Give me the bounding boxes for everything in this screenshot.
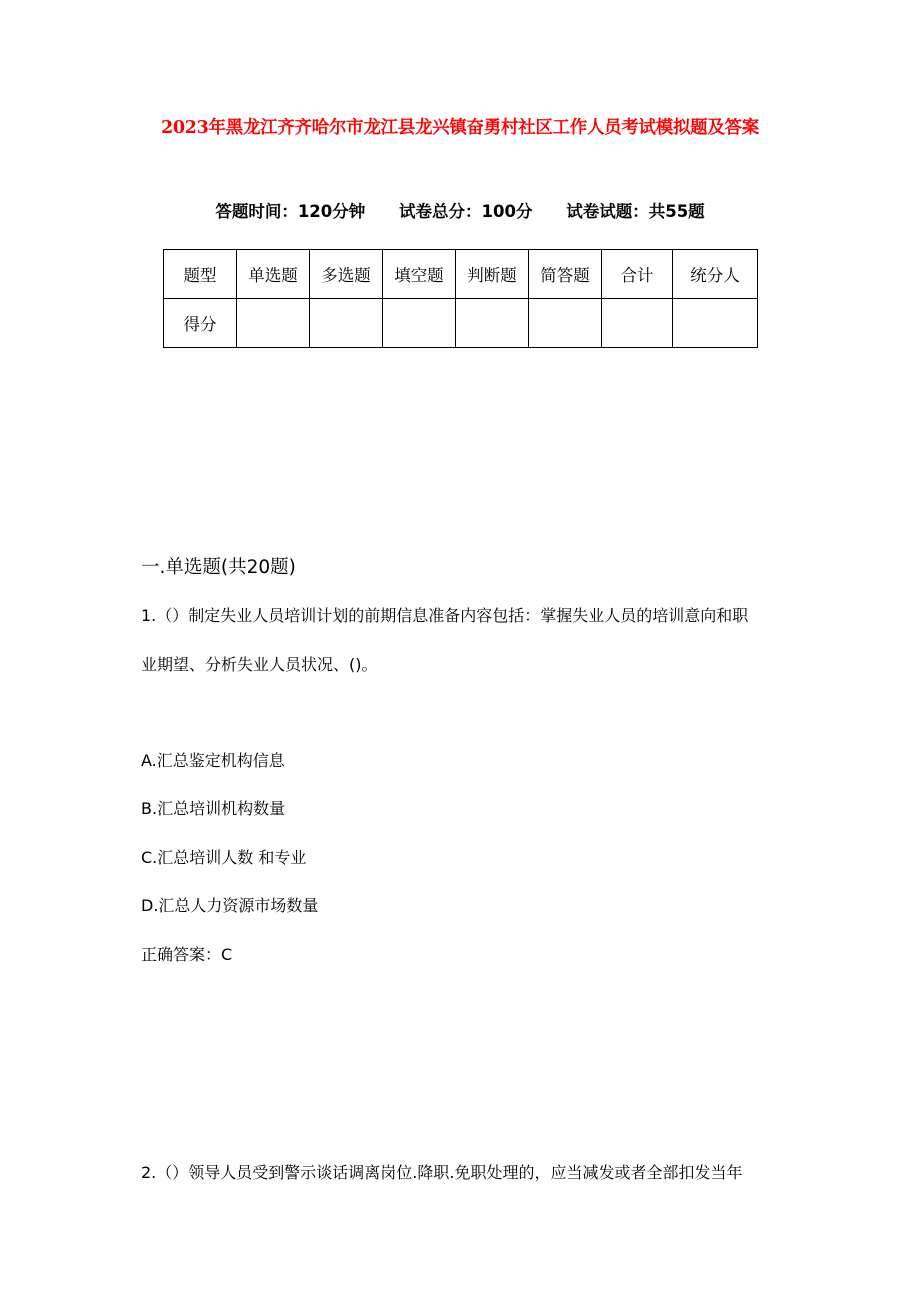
score-cell <box>310 299 383 348</box>
exam-meta <box>0 198 920 222</box>
option-d: D.汇总人力资源市场数量 <box>141 896 319 915</box>
header-cell: 合计 <box>602 250 673 299</box>
score-cell <box>456 299 529 348</box>
option-b: B.汇总培训机构数量 <box>141 799 286 818</box>
exam-question-count: 试卷试题：共55题 <box>566 202 705 221</box>
exam-total-score: 试卷总分：100分 <box>399 202 533 221</box>
header-cell: 简答题 <box>529 250 602 299</box>
score-table-row <box>164 299 758 348</box>
row-label: 得分 <box>164 299 237 348</box>
correct-answer: 正确答案：C <box>141 945 233 964</box>
score-cell <box>529 299 602 348</box>
score-table-header-row <box>164 250 758 299</box>
header-cell: 单选题 <box>237 250 310 299</box>
question-2-text: 2.（）领导人员受到警示谈话调离岗位.降职.免职处理的，应当减发或者全部扣发当年 <box>141 1163 743 1182</box>
score-cell <box>673 299 758 348</box>
option-c: C.汇总培训人数 和专业 <box>141 848 307 867</box>
question-1-text-cont: 业期望、分析失业人员状况、()。 <box>141 655 378 674</box>
section-heading: 一.单选题(共20题) <box>141 557 296 578</box>
score-cell <box>237 299 310 348</box>
header-cell: 判断题 <box>456 250 529 299</box>
header-cell: 填空题 <box>383 250 456 299</box>
header-cell: 题型 <box>164 250 237 299</box>
score-cell <box>383 299 456 348</box>
score-table <box>163 249 758 348</box>
document-title: 2023年黑龙江齐齐哈尔市龙江县龙兴镇奋勇村社区工作人员考试模拟题及答案 <box>161 118 759 138</box>
option-a: A.汇总鉴定机构信息 <box>141 751 285 770</box>
header-cell: 统分人 <box>673 250 758 299</box>
exam-time: 答题时间：120分钟 <box>215 202 366 221</box>
score-cell <box>602 299 673 348</box>
header-cell: 多选题 <box>310 250 383 299</box>
question-1-text: 1.（）制定失业人员培训计划的前期信息准备内容包括：掌握失业人员的培训意向和职 <box>141 606 749 625</box>
